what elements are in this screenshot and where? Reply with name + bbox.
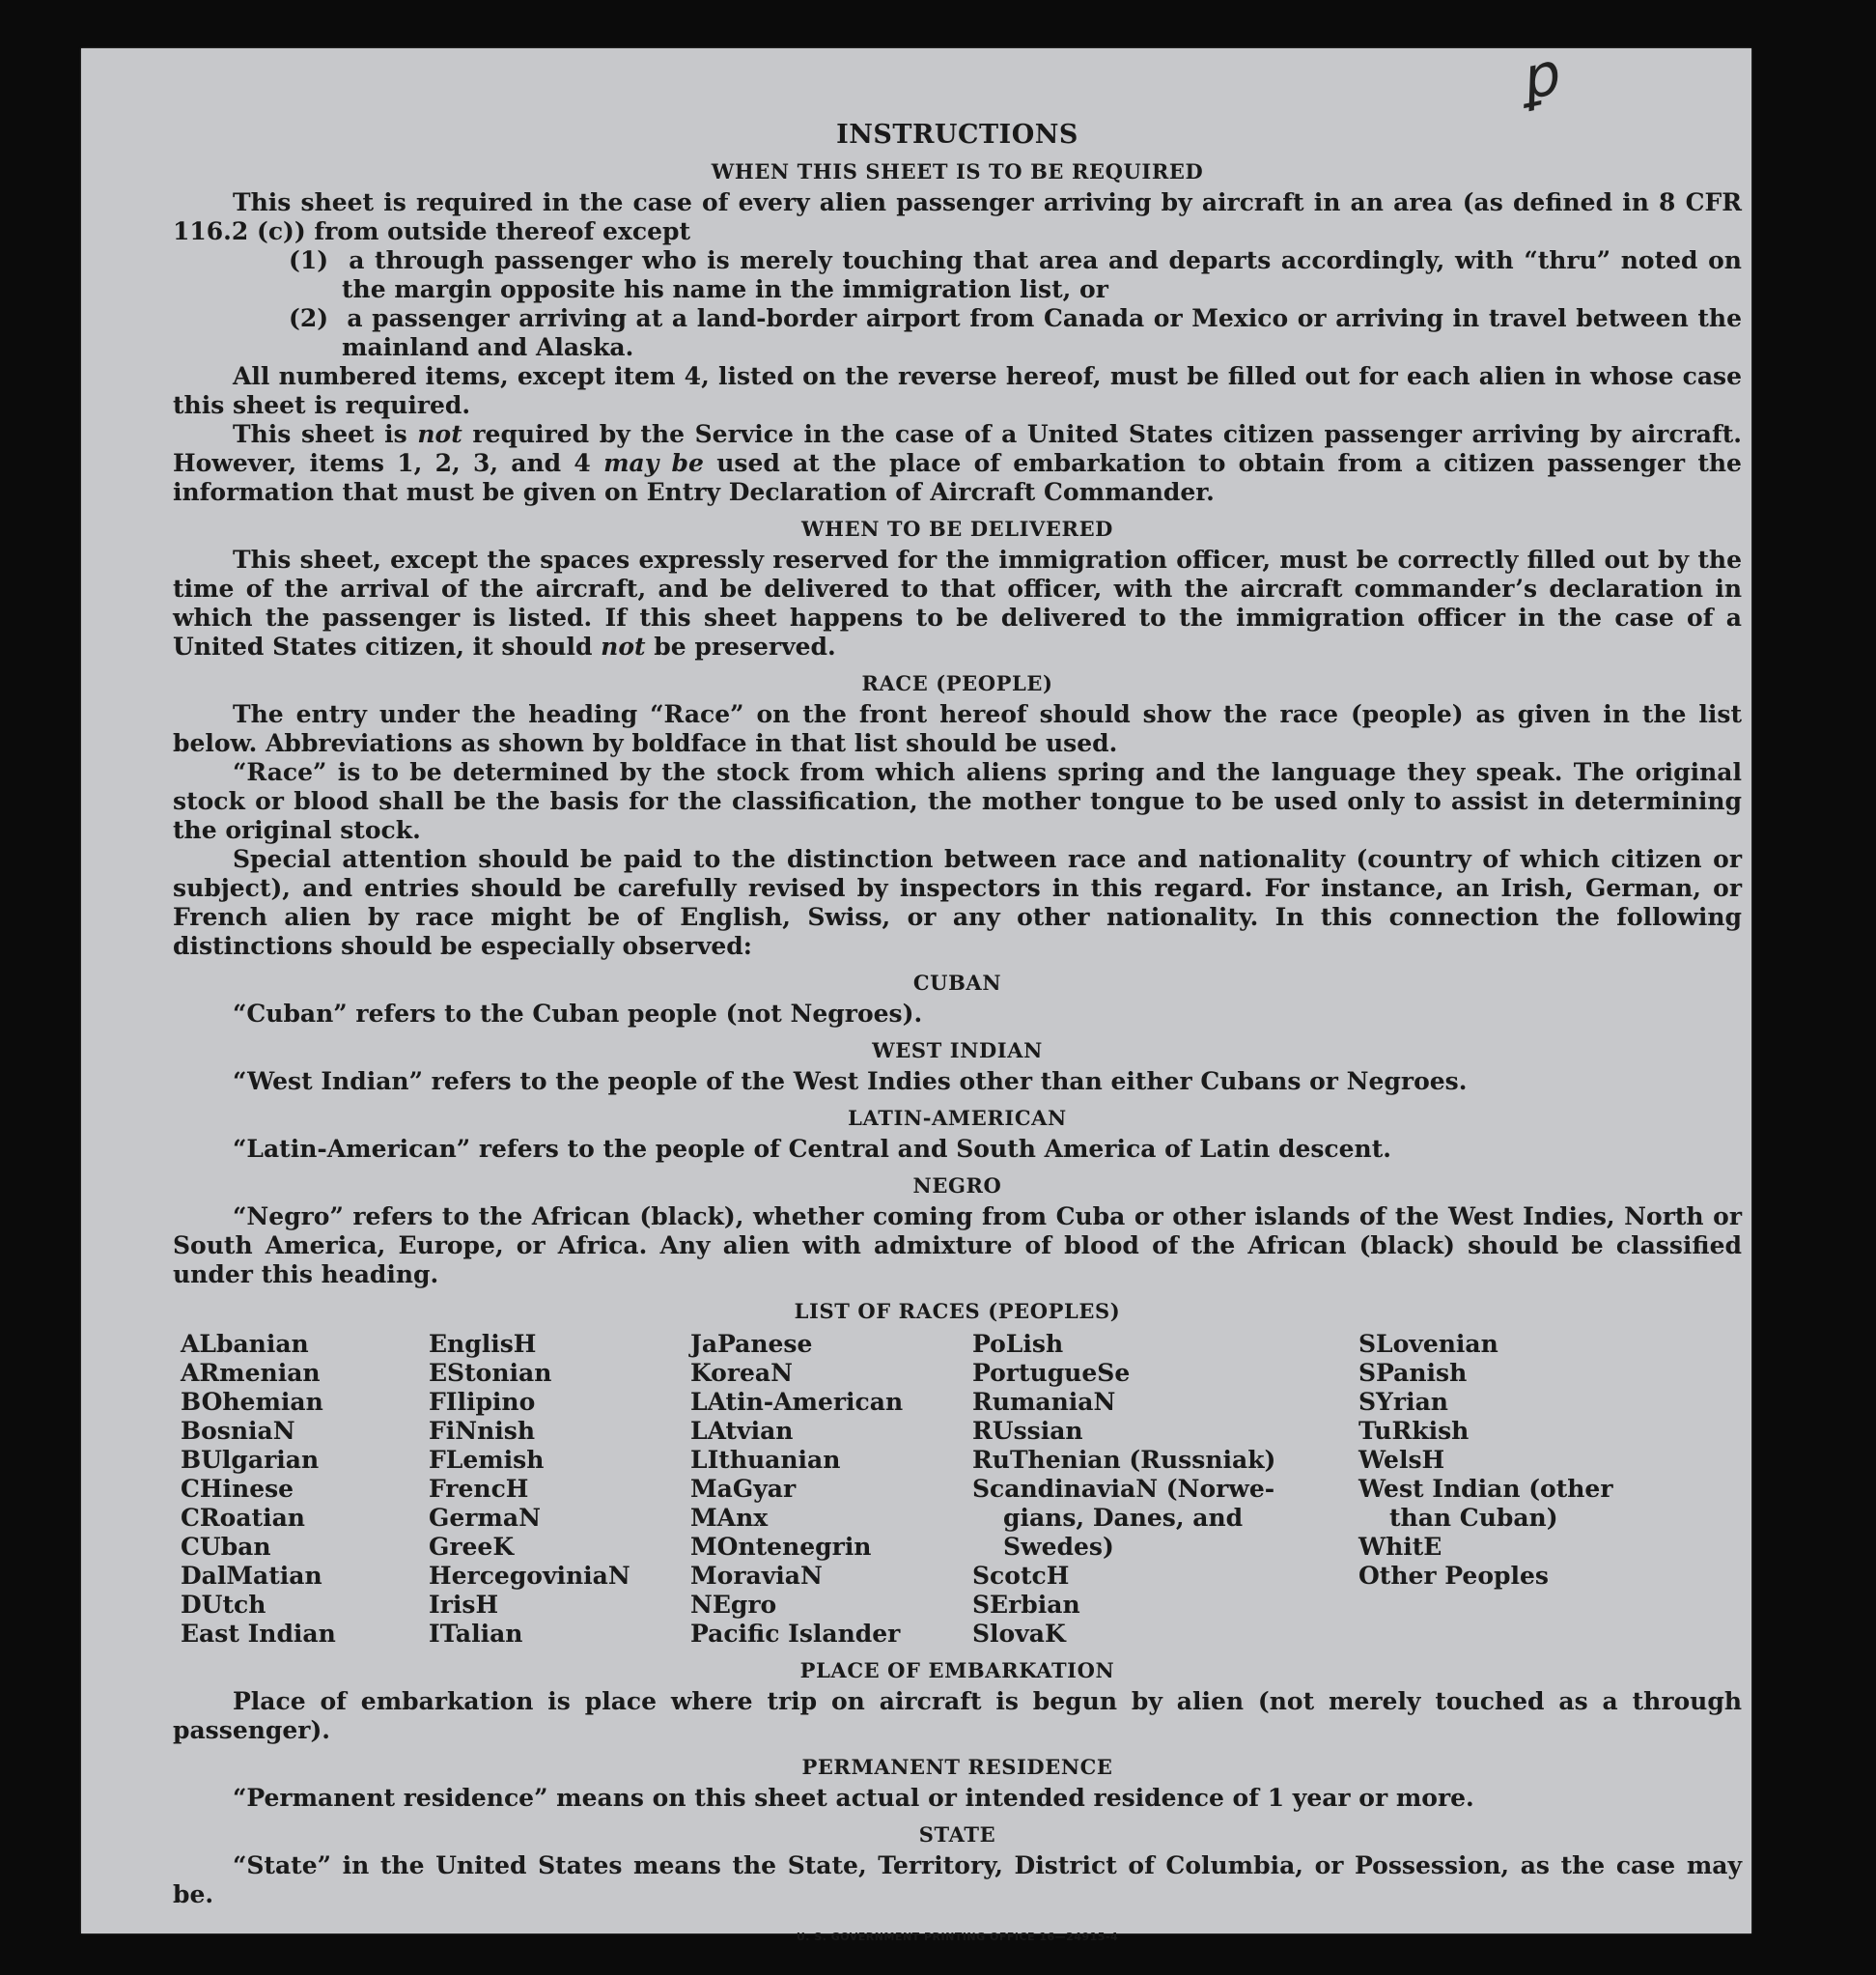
race-item: MOntenegrin <box>690 1533 872 1561</box>
race-item: SLovenian <box>1358 1330 1498 1358</box>
race-item: RumaniaN <box>972 1388 1116 1416</box>
race-item: WhitE <box>1358 1533 1442 1561</box>
race-item: East Indian <box>181 1620 336 1648</box>
paragraph-permanent-residence: “Permanent residence” means on this sheet actual or intended residence of 1 year or more. <box>233 1784 1474 1812</box>
exception-2-number: (2) <box>289 304 329 332</box>
race-item: LAtin-American <box>690 1388 904 1416</box>
race-list <box>173 1330 1742 1649</box>
race-item: LAtvian <box>690 1417 794 1445</box>
heading-race: RACE (PEOPLE) <box>861 671 1053 695</box>
race-item: gians, Danes, and <box>1003 1504 1244 1532</box>
delivered-text-1: This sheet, except the spaces expressly reserved for the immigration officer, must be correctly filled out by the time of the arrival of the aircraft, and be delivered to that officer, with the aircraft commander’s declaration in which the passenger is listed. If this sheet happens to be delivered to the immigration officer in the case of a United States citizen, it should <box>173 546 1742 661</box>
paragraph-cuban: “Cuban” refers to the Cuban people (not Negroes). <box>233 1000 923 1028</box>
race-item: Swedes) <box>1003 1533 1114 1561</box>
race-item: JaPanese <box>690 1330 813 1358</box>
heading-west-indian: WEST INDIAN <box>872 1038 1043 1062</box>
race-item: PortugueSe <box>972 1359 1131 1387</box>
race-item: RuThenian (Russniak) <box>972 1446 1276 1474</box>
race-item: SPanish <box>1358 1359 1468 1387</box>
race-column-5 <box>1358 1330 1667 1649</box>
race-item: ITalian <box>429 1620 523 1648</box>
paragraph-race-3: Special attention should be paid to the distinction between race and nationality (country of which citizen or subject), and entries should be carefully revised by inspectors in this regard. For instance, an Irish, German, or French alien by race might be of English, Swiss, or any other nationality. In this connection the following distinctions should be especially observed: <box>173 845 1742 960</box>
race-item: GermaN <box>429 1504 541 1532</box>
citizen-text-3: used at the place of embarkation to obtain from a citizen passenger the information that must be given on Entry Declaration of Aircraft Commander. <box>173 449 1742 506</box>
race-item: EnglisH <box>429 1330 537 1358</box>
race-item: BOhemian <box>181 1388 323 1416</box>
exception-1-number: (1) <box>289 246 329 274</box>
paragraph-race-2: “Race” is to be determined by the stock from which aliens spring and the language they speak. The original stock or blood shall be the basis for the classification, the mother tongue to be used only to assist in determining the original stock. <box>173 758 1742 844</box>
race-item: CUban <box>181 1533 271 1561</box>
race-item: CRoatian <box>181 1504 305 1532</box>
race-item: CHinese <box>181 1475 294 1503</box>
instructions-content <box>173 111 1742 1952</box>
citizen-text-2: required by the Service in the case of a United States citizen passenger arriving by aircraft. However, items 1, 2, 3, and 4 <box>173 420 1742 477</box>
race-item: RUssian <box>972 1417 1083 1445</box>
race-item: PoLish <box>972 1330 1064 1358</box>
race-item: ARmenian <box>181 1359 321 1387</box>
document-sheet <box>81 40 1751 1943</box>
delivered-not-italic: not <box>601 633 646 661</box>
race-item: DalMatian <box>181 1562 322 1590</box>
race-item: GreeK <box>429 1533 515 1561</box>
race-item: TuRkish <box>1358 1417 1470 1445</box>
race-item: Other Peoples <box>1358 1562 1549 1590</box>
exception-2 <box>173 304 1742 362</box>
heading-state: STATE <box>918 1822 996 1847</box>
race-item: FrencH <box>429 1475 529 1503</box>
paragraph-state: “State” in the United States means the State, Territory, District of Columbia, or Possession, as the case may be. <box>173 1851 1742 1908</box>
race-item: KoreaN <box>690 1359 793 1387</box>
race-item: WelsH <box>1358 1446 1445 1474</box>
paragraph-latin-american: “Latin-American” refers to the people of Central and South America of Latin descent. <box>233 1135 1391 1163</box>
race-item: IrisH <box>429 1591 499 1619</box>
heading-negro: NEGRO <box>912 1173 1002 1198</box>
heading-when-delivered: WHEN TO BE DELIVERED <box>800 517 1113 541</box>
paragraph-race-1: The entry under the heading “Race” on the front hereof should show the race (people) as given in the list below. Abbreviations as shown by boldface in that list should be used. <box>173 700 1742 757</box>
race-item: DUtch <box>181 1591 266 1619</box>
handwritten-mark: ꝑ <box>1513 40 1563 115</box>
heading-place-of-embarkation: PLACE OF EMBARKATION <box>799 1658 1115 1682</box>
race-item: LIthuanian <box>690 1446 841 1474</box>
race-column-1 <box>173 1330 429 1649</box>
heading-permanent-residence: PERMANENT RESIDENCE <box>801 1755 1113 1779</box>
delivered-text-2: be preserved. <box>654 633 836 661</box>
paragraph-intro: This sheet is required in the case of every alien passenger arriving by aircraft in an area (as defined in 8 CFR 116.2 (c)) from outside thereof except <box>173 188 1742 245</box>
race-item: SErbian <box>972 1591 1080 1619</box>
race-item: EStonian <box>429 1359 552 1387</box>
paragraph-numbered-items: All numbered items, except item 4, listed on the reverse hereof, must be filled out for each alien in whose case this sheet is required. <box>173 362 1742 419</box>
exception-1 <box>173 246 1742 304</box>
citizen-may-be-italic: may be <box>603 449 704 477</box>
race-item: MoraviaN <box>690 1562 823 1590</box>
race-item: West Indian (other <box>1358 1475 1613 1503</box>
race-item: FLemish <box>429 1446 545 1474</box>
paragraph-place-of-embarkation: Place of embarkation is place where trip on aircraft is begun by alien (not merely touched as a through passenger). <box>173 1687 1742 1744</box>
race-item: SlovaK <box>972 1620 1066 1648</box>
heading-when-required: WHEN THIS SHEET IS TO BE REQUIRED <box>711 159 1204 183</box>
race-item: MaGyar <box>690 1475 797 1503</box>
race-item: Pacific Islander <box>690 1620 901 1648</box>
exception-1-text: a through passenger who is merely touching that area and departs accordingly, with “thru” noted on the margin opposite his name in the immigration list, or <box>342 246 1742 303</box>
heading-list-of-races: LIST OF RACES (PEOPLES) <box>794 1299 1121 1323</box>
race-item: ALbanian <box>181 1330 309 1358</box>
exception-2-text: a passenger arriving at a land-border airport from Canada or Mexico or arriving in travel between the mainland and Alaska. <box>342 304 1742 361</box>
race-item: ScotcH <box>972 1562 1070 1590</box>
printing-office-footer: U. S. GOVERNMENT PRINTING OFFICE 16—24915-4 <box>796 1931 1119 1943</box>
paragraph-delivered <box>173 546 1742 662</box>
heading-latin-american: LATIN-AMERICAN <box>848 1106 1067 1130</box>
citizen-not-italic: not <box>417 420 462 448</box>
race-item: ScandinaviaN (Norwe- <box>972 1475 1275 1503</box>
race-column-2 <box>429 1330 690 1649</box>
heading-cuban: CUBAN <box>912 971 1002 995</box>
race-item: BUlgarian <box>181 1446 320 1474</box>
race-item: FIlipino <box>429 1388 536 1416</box>
citizen-text-1: This sheet is <box>233 420 407 448</box>
race-item: SYrian <box>1358 1388 1448 1416</box>
race-item: than Cuban) <box>1389 1504 1558 1532</box>
paragraph-west-indian: “West Indian” refers to the people of the West Indies other than either Cubans or Negroes. <box>233 1067 1468 1095</box>
race-item: MAnx <box>690 1504 769 1532</box>
race-column-3 <box>690 1330 972 1649</box>
race-column-4 <box>972 1330 1358 1649</box>
race-item: BosniaN <box>181 1417 295 1445</box>
race-item: FiNnish <box>429 1417 536 1445</box>
paragraph-negro: “Negro” refers to the African (black), whether coming from Cuba or other islands of the West Indies, North or South America, Europe, or Africa. Any alien with admixture of blood of the African (black) should be classified under this heading. <box>173 1202 1742 1288</box>
race-item: HercegoviniaN <box>429 1562 630 1590</box>
page-title: INSTRUCTIONS <box>836 120 1078 150</box>
paragraph-citizen <box>173 420 1742 507</box>
race-item: NEgro <box>690 1591 777 1619</box>
